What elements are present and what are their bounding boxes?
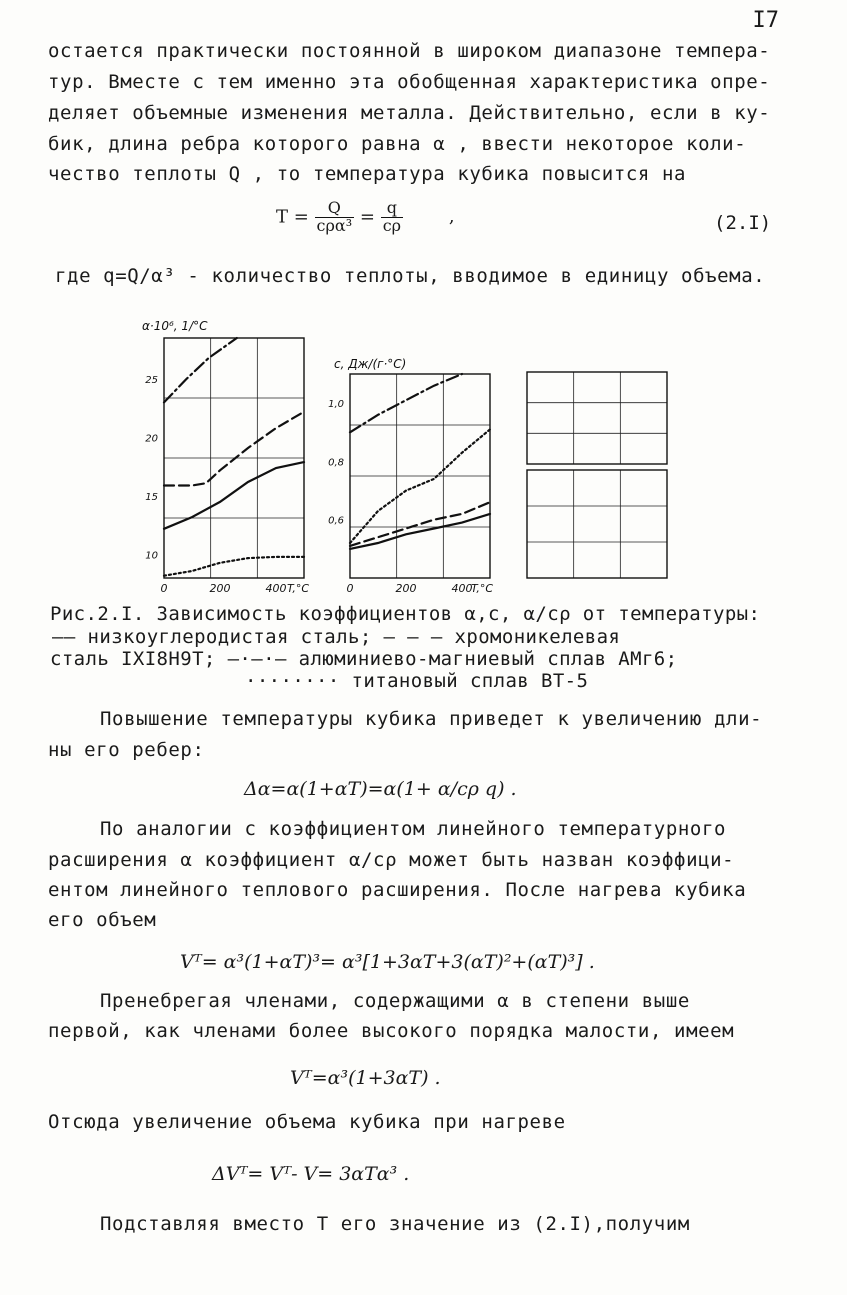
y-tick-label: 1,0 [328,399,344,411]
y-axis-label: α·10⁶, 1/°C [142,319,208,333]
x-tick-label: 400 [451,582,473,595]
y-tick-label: 0,8 [328,457,344,469]
text-line: ны его ребер: [48,739,205,761]
equals-sign: = [359,206,375,228]
x-tick-label: 400 [265,582,287,595]
numerator: q [381,200,403,218]
y-tick-label: 15 [145,492,158,504]
series-line-dotted [350,429,490,543]
page-number: I7 [752,8,779,33]
equation-label: (2.I) [714,212,772,234]
text-line: ентом линейного теплового расширения. После нагрева кубика [48,879,747,901]
text-line: деляет объемные изменения металла. Действительно, если в ку- [48,102,771,124]
text-line: Повышение температуры кубика приведет к увеличению дли- [100,708,763,730]
text-line: чество теплоты Q , то температура кубика повысится на [48,163,687,185]
equation-volume: Vᵀ= α³(1+αT)³= α³[1+3αT+3(αT)²+(αT)³] . [180,951,595,973]
paragraph-5: Отсюда увеличение объема кубика при нагреве [48,1111,566,1133]
y-tick-label: 25 [145,374,158,386]
series-line-dash-dot [164,338,237,402]
where-line: где q=Q/α³ - количество теплоты, вводимое в единицу объема. [55,265,766,287]
series-line-solid [164,462,304,529]
plot-frame [527,470,667,578]
x-tick-label: 200 [209,582,231,595]
x-tick-label: 0 [160,582,168,595]
equation-volume-increase: ΔVᵀ= Vᵀ- V= 3αTα³ . [212,1163,410,1185]
series-line-dash-dot [350,374,462,432]
eq1-tail: , [448,206,455,228]
x-tick-label: 200 [395,582,417,595]
caption-line: ········ титановый сплав ВТ-5 [245,670,589,692]
y-tick-label: 10 [145,550,158,562]
text-line: По аналогии с коэффициентом линейного температурного [100,818,727,840]
series-line-dotted [164,557,304,576]
equation-2-1 [276,200,455,235]
y-axis-label: c, Дж/(г·°C) [334,357,407,371]
figure-2-1 [0,300,847,620]
caption-line: сталь IXI8H9T; —·—·— алюминиево-магниевый сплав АМг6; [50,648,678,670]
series-line-dashed [164,412,304,486]
denominator: cρα³ [316,215,353,235]
equation-volume-approx: Vᵀ=α³(1+3αT) . [290,1067,441,1089]
x-axis-label: T,°C [286,582,310,595]
numerator: Q [315,200,355,218]
x-tick-label: 0 [346,582,354,595]
plot-frame [527,372,667,464]
paragraph-6: Подставляя вместо T его значение из (2.I),получим [100,1213,690,1235]
equation-edge-length: Δα=α(1+αT)=α(1+ α/cρ q) . [244,778,517,800]
text-line: его объем [48,909,157,931]
series-line-dashed [350,502,490,546]
fraction [315,200,355,235]
text-line: Пренебрегая членами, содержащими α в степени выше [100,990,690,1012]
denominator: cρ [382,215,402,235]
text-line: бик, длина ребра которого равна α , ввести некоторое коли- [48,133,747,155]
caption-line: —— низкоуглеродистая сталь; — — — хромоникелевая [52,626,621,648]
y-tick-label: 0,6 [328,515,344,527]
caption-line: Рис.2.I. Зависимость коэффициентов α,c, α/cρ от температуры: [50,603,761,625]
eq1-lhs: T = [276,206,309,228]
y-tick-label: 20 [145,433,158,445]
fraction [381,200,403,235]
text-line: расширения α коэффициент α/cρ может быть назван коэффици- [48,849,735,871]
x-axis-label: T,°C [470,582,494,595]
text-line: первой, как членами более высокого порядка малости, имеем [48,1020,735,1042]
text-line: остается практически постоянной в широком диапазоне темпера- [48,40,771,62]
text-line: тур. Вместе с тем именно эта обобщенная характеристика опре- [48,71,771,93]
